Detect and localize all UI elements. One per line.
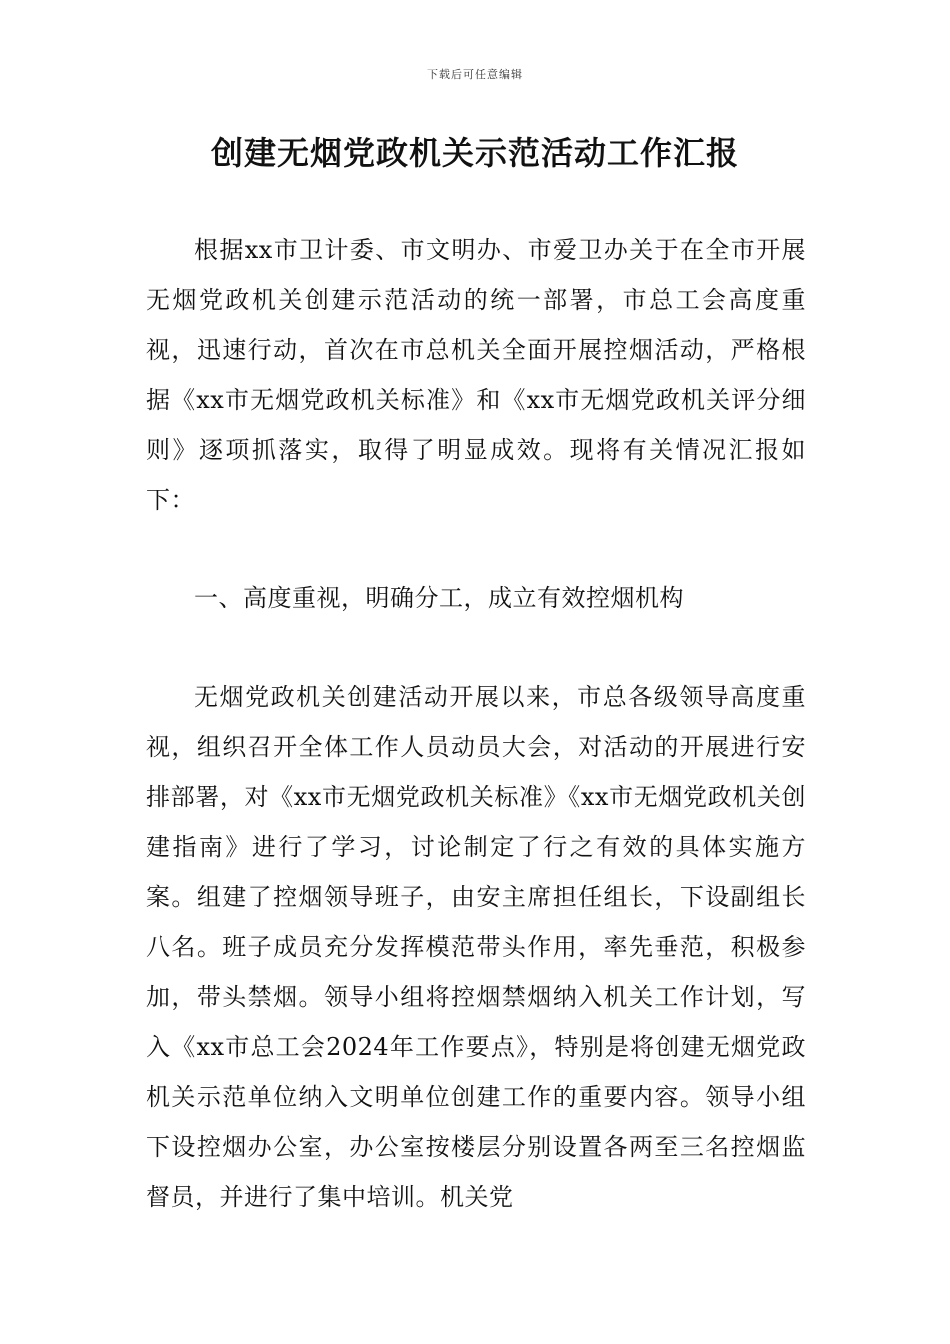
document-title: 创建无烟党政机关示范活动工作汇报 bbox=[210, 134, 739, 172]
paragraph-intro: 根据xx市卫计委、市文明办、市爱卫办关于在全市开展无烟党政机关创建示范活动的统一部署，市总工会高度重视，迅速行动，首次在市总机关全面开展控烟活动，严格根据《xx市无烟党政机关标准》和《xx市无烟党政机关评分细则》逐项抓落实，取得了明显成效。现将有关情况汇报如下： bbox=[146, 236, 806, 514]
header-note: 下载后可任意编辑 bbox=[427, 68, 523, 81]
paragraph-section-1: 无烟党政机关创建活动开展以来，市总各级领导高度重视，组织召开全体工作人员动员大会，对活动的开展进行安排部署，对《xx市无烟党政机关标准》《xx市无烟党政机关创建指南》进行了学习，讨论制定了行之有效的具体实施方案。组建了控烟领导班子，由安主席担任组长，下设副组长八名。班子成员充分发挥模范带头作用，率先垂范，积极参加，带头禁烟。领导小组将控烟禁烟纳入机关工作计划，写入《xx市总工会2024年工作要点》，特别是将创建无烟党政机关示范单位纳入文明单位创建工作的重要内容。领导小组下设控烟办公室，办公室按楼层分别设置各两至三名控烟监督员，并进行了集中培训。机关党 bbox=[146, 683, 806, 1211]
section-heading-1: 一、高度重视，明确分工，成立有效控烟机构 bbox=[194, 584, 684, 612]
